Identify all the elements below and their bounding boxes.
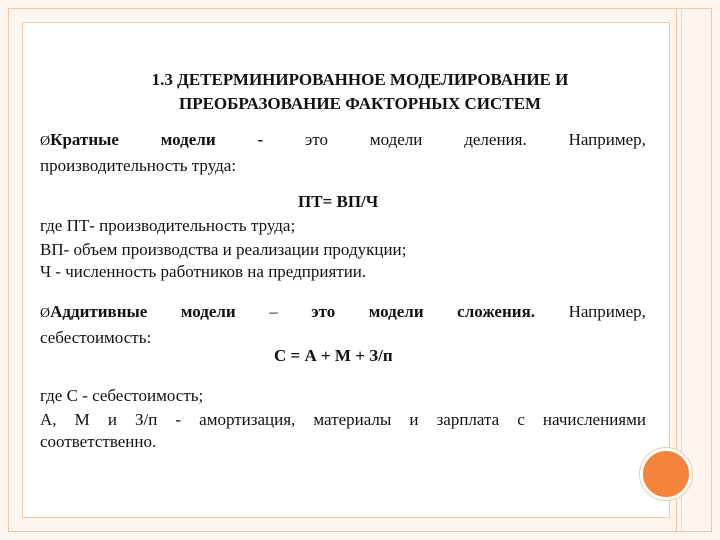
section2-word: Например,: [568, 302, 646, 321]
section2-word: модели: [180, 302, 236, 321]
section2-def-word: амортизация,: [199, 410, 296, 429]
section2-word: Аддитивные: [50, 302, 148, 321]
section2-def-word: материалы: [313, 410, 392, 429]
section2-lead: [40, 300, 147, 326]
section2-def-word: А,: [40, 410, 57, 429]
section2-def-word: начислениями: [542, 410, 646, 429]
section1-word: Например,: [568, 130, 646, 149]
section1-word: это: [304, 130, 328, 149]
section2-word: это: [311, 302, 336, 321]
section1-paragraph: [40, 128, 646, 178]
section2-def-word: М: [74, 410, 90, 429]
section1-definition: Ч - численность работников на предприятии.: [40, 262, 367, 281]
section1-word: модели: [160, 130, 216, 149]
section2-def-word: и: [409, 410, 419, 429]
section1-word: деления.: [464, 130, 527, 149]
section1-word: модели: [369, 130, 423, 149]
decorative-circle: [640, 448, 692, 500]
title-line-1: 1.3 ДЕТЕРМИНИРОВАННОЕ МОДЕЛИРОВАНИЕ И: [151, 70, 569, 89]
slide-title: [60, 68, 660, 116]
section2-word: сложения.: [457, 302, 536, 321]
section1-lead: [40, 128, 119, 154]
section2-paragraph: [40, 300, 646, 350]
section2-definition-justified: [40, 408, 646, 432]
title-line-2: ПРЕОБРАЗОВАНИЕ ФАКТОРНЫХ СИСТЕМ: [178, 94, 542, 113]
section2-def-word: с: [517, 410, 525, 429]
section2-def-word: и: [107, 410, 117, 429]
section1-continuation: производительность труда:: [40, 156, 237, 175]
section2-definition: соответственно.: [40, 432, 157, 451]
section2-def-word: зарплата: [436, 410, 500, 429]
section1-first-line: [40, 128, 646, 154]
section2-def-word: З/п: [135, 410, 158, 429]
section2-continuation: себестоимость:: [40, 328, 152, 347]
section2-formula: С = А + М + З/п: [274, 346, 393, 365]
section2-word: модели: [368, 302, 424, 321]
section2-definition: где С - себестоимость;: [40, 386, 204, 405]
section1-definition: где ПТ- производительность труда;: [40, 216, 296, 235]
bullet-arrow-icon: Ø: [40, 134, 51, 149]
section2-word: –: [269, 302, 278, 321]
section2-first-line: [40, 300, 646, 326]
section2-def-word: -: [175, 410, 182, 429]
section1-word: Кратные: [50, 130, 119, 149]
bullet-arrow-icon: Ø: [40, 306, 51, 321]
section1-word: -: [257, 130, 264, 149]
section1-formula: ПТ= ВП/Ч: [298, 192, 379, 211]
section1-definition: ВП- объем производства и реализации продукции;: [40, 240, 407, 259]
